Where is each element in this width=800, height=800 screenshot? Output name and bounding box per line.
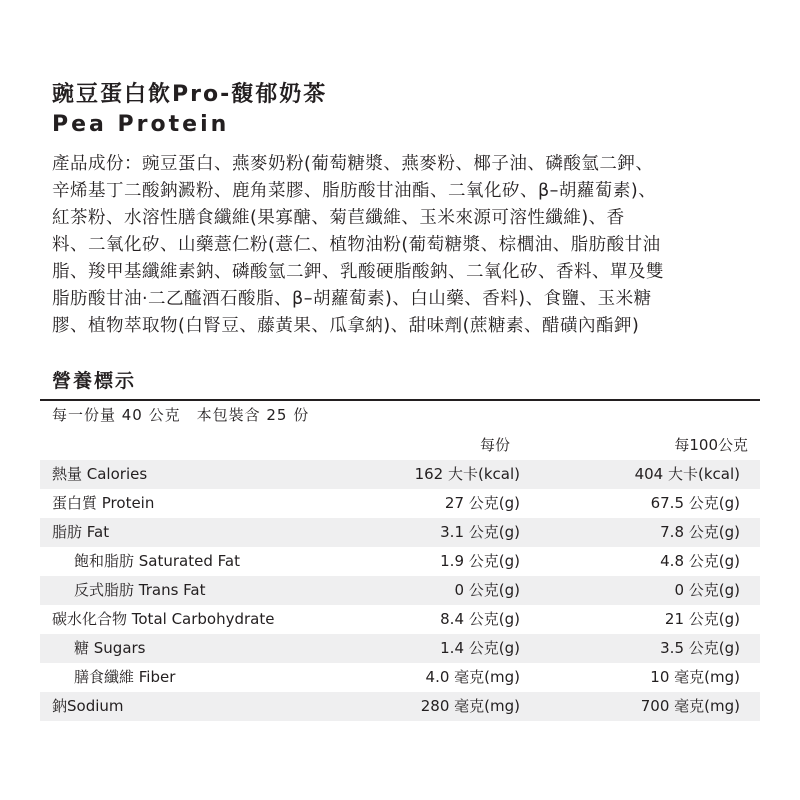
serving-info: 每一份量 40 公克 本包裝含 25 份 (52, 406, 310, 424)
per-serving-value: 280 毫克(mg) (420, 697, 520, 715)
per-100g-value: 21 公克(g) (664, 610, 740, 628)
nutrition-table (40, 430, 760, 721)
ingredients-line: 脂肪酸甘油·二乙醯酒石酸脂、β–胡蘿蔔素)、白山藥、香料)、食鹽、玉米糖 (52, 289, 652, 309)
per-serving-value: 27 公克(g) (444, 494, 520, 512)
per-100g-value: 700 毫克(mg) (640, 697, 740, 715)
per-100g-value: 67.5 公克(g) (650, 494, 740, 512)
nutrient-label: 熱量 Calories (52, 465, 148, 483)
table-row (40, 460, 760, 489)
per-100g-value: 3.5 公克(g) (660, 639, 740, 657)
table-row (40, 576, 760, 605)
ingredients-block (52, 151, 772, 340)
product-title: 豌豆蛋白飲Pro-馥郁奶茶 (52, 82, 328, 107)
per-100g-value: 7.8 公克(g) (660, 523, 740, 541)
per-100g-value: 10 毫克(mg) (650, 668, 740, 686)
column-header-per-serving: 每份 (479, 436, 510, 454)
per-serving-value: 162 大卡(kcal) (414, 465, 520, 483)
per-serving-value: 1.9 公克(g) (440, 552, 520, 570)
ingredients-line: 紅茶粉、水溶性膳食纖維(果寡醣、菊苣纖維、玉米來源可溶性纖維)、香 (52, 208, 625, 228)
table-row (40, 518, 760, 547)
table-row (40, 634, 760, 663)
heading-divider (40, 399, 760, 401)
per-100g-value: 404 大卡(kcal) (634, 465, 740, 483)
ingredients-line: 膠、植物萃取物(白腎豆、藤黃果、瓜拿納)、甜味劑(蔗糖素、醋磺內酯鉀) (52, 316, 640, 336)
nutrient-label: 碳水化合物 Total Carbohydrate (52, 610, 275, 628)
per-100g-value: 4.8 公克(g) (660, 552, 740, 570)
nutrient-label: 脂肪 Fat (52, 523, 110, 541)
ingredients-line: 脂、羧甲基纖維素鈉、磷酸氫二鉀、乳酸硬脂酸鈉、二氧化矽、香料、單及雙 (52, 262, 664, 282)
table-row (40, 692, 760, 721)
table-row (40, 489, 760, 518)
per-serving-value: 3.1 公克(g) (440, 523, 520, 541)
per-serving-value: 0 公克(g) (454, 581, 520, 599)
ingredients-line: 料、二氧化矽、山藥薏仁粉(薏仁、植物油粉(葡萄糖漿、棕櫚油、脂肪酸甘油 (52, 235, 661, 255)
product-subtitle: Pea Protein (52, 112, 230, 137)
table-row (40, 605, 760, 634)
column-header-per-100g: 每100公克 (674, 436, 748, 454)
table-row (40, 663, 760, 692)
per-100g-value: 0 公克(g) (674, 581, 740, 599)
per-serving-value: 4.0 毫克(mg) (425, 668, 520, 686)
per-serving-value: 1.4 公克(g) (440, 639, 520, 657)
nutrient-label: 鈉Sodium (52, 697, 124, 715)
nutrient-label: 反式脂肪 Trans Fat (74, 581, 206, 599)
ingredients-line: 產品成份：豌豆蛋白、燕麥奶粉(葡萄糖漿、燕麥粉、椰子油、磷酸氫二鉀、 (52, 154, 654, 174)
per-serving-value: 8.4 公克(g) (440, 610, 520, 628)
nutrient-label: 膳食纖維 Fiber (74, 668, 176, 686)
table-header (40, 430, 760, 460)
table-row (40, 547, 760, 576)
nutrition-heading: 營養標示 (52, 370, 137, 392)
nutrient-label: 飽和脂肪 Saturated Fat (74, 552, 240, 570)
nutrient-label: 糖 Sugars (74, 639, 146, 657)
nutrient-label: 蛋白質 Protein (52, 494, 155, 512)
ingredients-line: 辛烯基丁二酸鈉澱粉、鹿角菜膠、脂肪酸甘油酯、二氧化矽、β–胡蘿蔔素)、 (52, 181, 657, 201)
